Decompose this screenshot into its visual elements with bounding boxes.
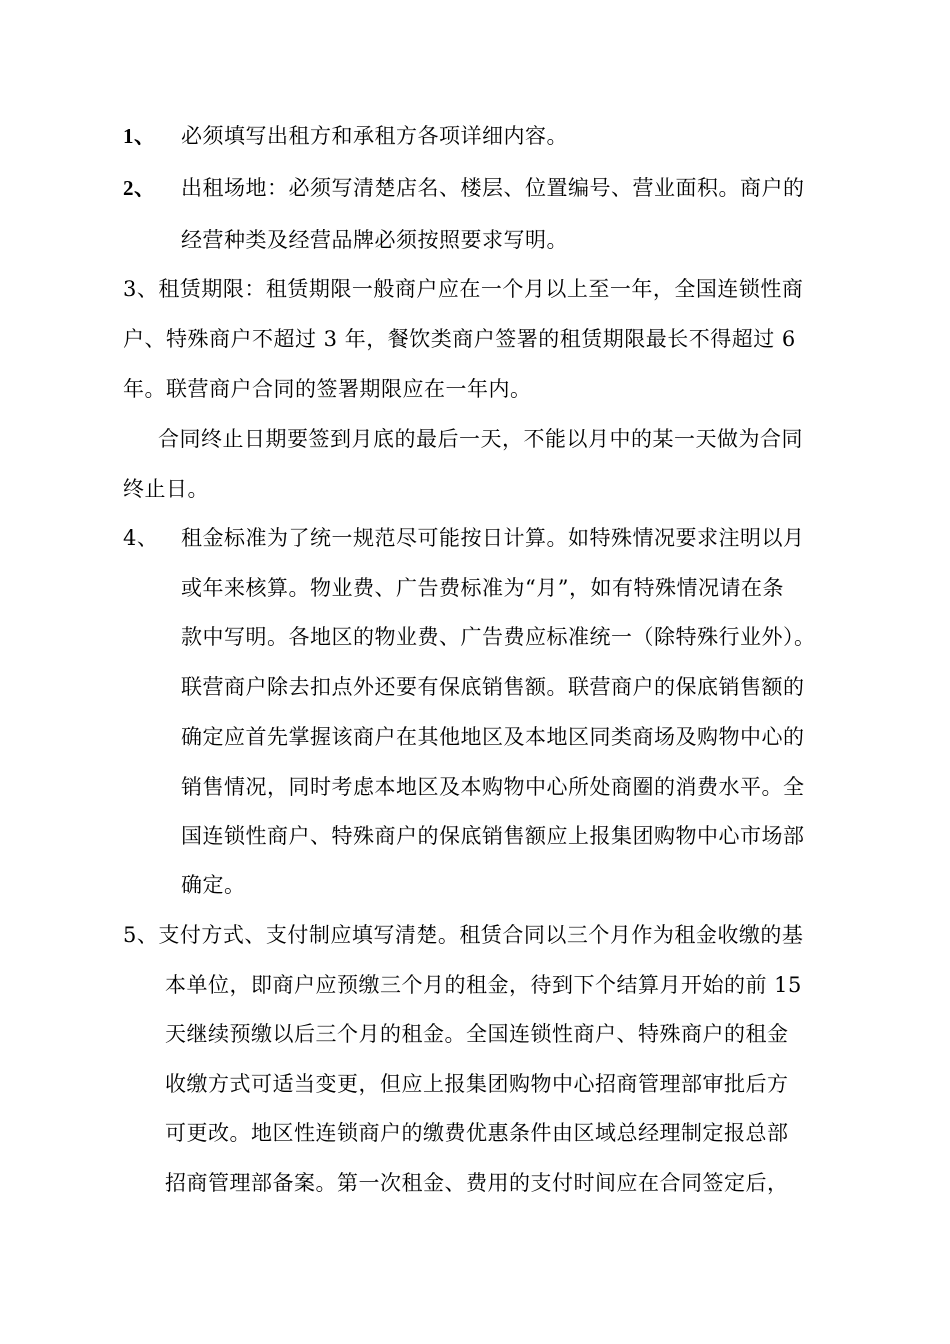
item5-line: 天继续预缴以后三个月的租金。全国连锁性商户、特殊商户的租金 bbox=[165, 1022, 789, 1046]
item1-number: 1、 bbox=[123, 124, 156, 148]
item4-line: 销售情况，同时考虑本地区及本购物中心所处商圈的消费水平。全 bbox=[181, 775, 805, 799]
item4-line: 或年来核算。物业费、广告费标准为“月”，如有特殊情况请在条 bbox=[181, 576, 784, 600]
item4-number: 4、 bbox=[123, 526, 159, 550]
item5-line: 5、支付方式、支付制应填写清楚。租赁合同以三个月作为租金收缴的基 bbox=[123, 923, 804, 947]
item4-line: 联营商户除去扣点外还要有保底销售额。联营商户的保底销售额的 bbox=[181, 675, 805, 699]
item4-line: 款中写明。各地区的物业费、广告费应标准统一（除特殊行业外）。 bbox=[181, 625, 816, 649]
item2-line: 经营种类及经营品牌必须按照要求写明。 bbox=[181, 228, 568, 252]
item1-text: 必须填写出租方和承租方各项详细内容。 bbox=[181, 124, 568, 148]
item4-line: 国连锁性商户、特殊商户的保底销售额应上报集团购物中心市场部 bbox=[181, 824, 805, 848]
item2-number: 2、 bbox=[123, 176, 156, 200]
item3-note-line: 终止日。 bbox=[123, 477, 209, 501]
item2-line: 出租场地：必须写清楚店名、楼层、位置编号、营业面积。商户的 bbox=[181, 176, 805, 200]
item3-line: 年。联营商户合同的签署期限应在一年内。 bbox=[123, 377, 532, 401]
item5-line: 收缴方式可适当变更，但应上报集团购物中心招商管理部审批后方 bbox=[165, 1072, 789, 1096]
item3-line: 3、租赁期限：租赁期限一般商户应在一个月以上至一年，全国连锁性商 bbox=[123, 277, 804, 301]
item3-note-line: 合同终止日期要签到月底的最后一天，不能以月中的某一天做为合同 bbox=[158, 427, 803, 451]
item4-line: 确定。 bbox=[181, 873, 246, 897]
item4-line: 确定应首先掌握该商户在其他地区及本地区同类商场及购物中心的 bbox=[181, 725, 805, 749]
item5-line: 本单位，即商户应预缴三个月的租金，待到下个结算月开始的前 15 bbox=[165, 973, 802, 997]
item5-line: 招商管理部备案。第一次租金、费用的支付时间应在合同签定后， bbox=[165, 1171, 789, 1195]
item3-line: 户、特殊商户不超过 3 年，餐饮类商户签署的租赁期限最长不得超过 6 bbox=[123, 327, 796, 351]
item5-line: 可更改。地区性连锁商户的缴费优惠条件由区域总经理制定报总部 bbox=[165, 1121, 789, 1145]
item4-line: 租金标准为了统一规范尽可能按日计算。如特殊情况要求注明以月 bbox=[181, 526, 805, 550]
